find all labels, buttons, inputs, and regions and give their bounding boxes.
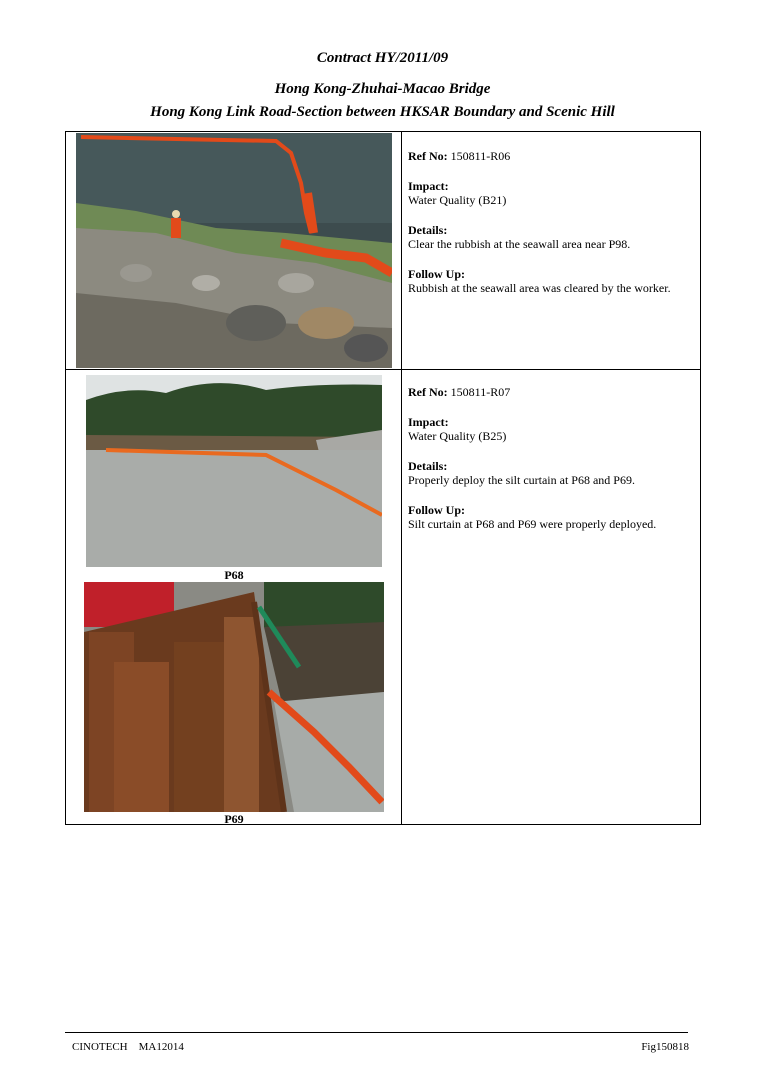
footer-rule xyxy=(65,1032,688,1033)
impact-label: Impact: xyxy=(408,415,449,429)
record-2-text xyxy=(408,385,698,547)
impact-value: Water Quality (B21) xyxy=(408,193,507,207)
contract-title: Contract HY/2011/09 xyxy=(316,50,449,66)
followup-label: Follow Up: xyxy=(408,503,465,517)
followup-value: Silt curtain at P68 and P69 were properly deployed. xyxy=(408,517,657,531)
p68-photo xyxy=(86,375,382,567)
ref-label: Ref No: xyxy=(408,385,448,399)
followup-label: Follow Up: xyxy=(408,267,465,281)
record-1-text xyxy=(408,149,698,311)
details-value: Properly deploy the silt curtain at P68 and P69. xyxy=(408,473,635,487)
ref-value: 150811-R06 xyxy=(450,149,511,163)
footer-left: CINOTECH MA12014 xyxy=(72,1041,184,1053)
project-title: Hong Kong-Zhuhai-Macao Bridge xyxy=(274,81,491,97)
details-label: Details: xyxy=(408,223,448,237)
p69-caption: P69 xyxy=(224,812,244,826)
details-label: Details: xyxy=(408,459,448,473)
p69-photo xyxy=(84,582,384,812)
ref-label: Ref No: xyxy=(408,149,448,163)
followup-value: Rubbish at the seawall area was cleared by the worker. xyxy=(408,281,671,295)
record-table xyxy=(65,131,701,825)
ref-value: 150811-R07 xyxy=(450,385,511,399)
section-title: Hong Kong Link Road-Section between HKSAR Boundary and Scenic Hill xyxy=(150,104,615,120)
footer-figure-number: Fig150818 xyxy=(641,1041,689,1053)
row-divider xyxy=(66,369,700,370)
details-value: Clear the rubbish at the seawall area near P98. xyxy=(408,237,631,251)
seawall-photo xyxy=(76,133,392,368)
p68-caption: P68 xyxy=(224,568,244,582)
impact-label: Impact: xyxy=(408,179,449,193)
column-divider xyxy=(401,132,402,824)
impact-value: Water Quality (B25) xyxy=(408,429,507,443)
